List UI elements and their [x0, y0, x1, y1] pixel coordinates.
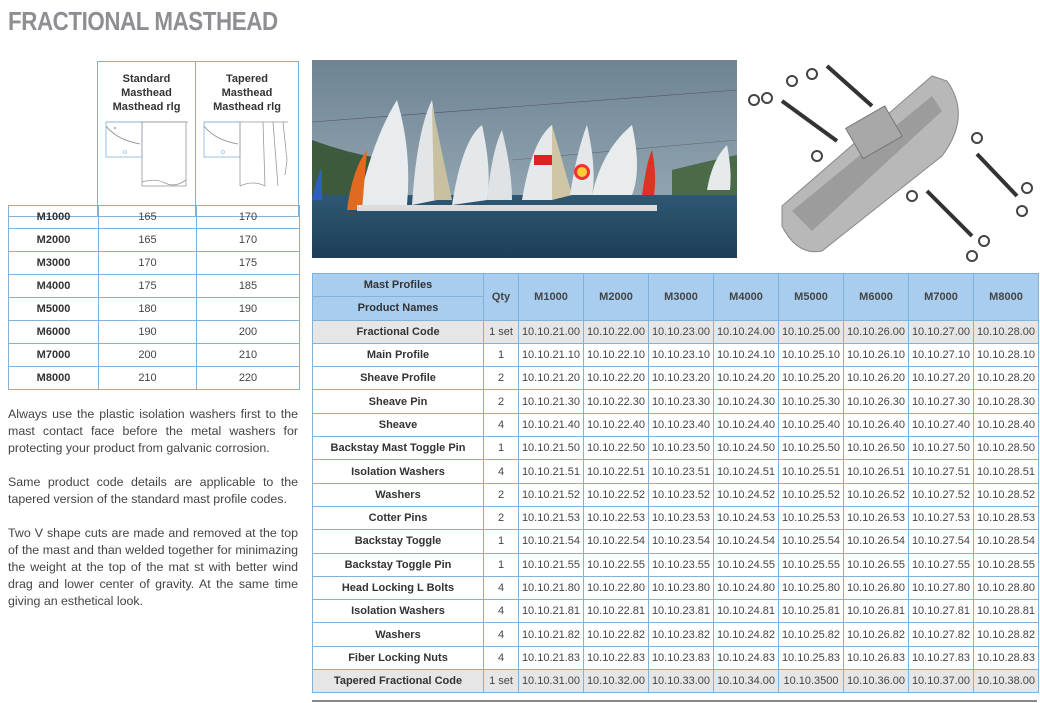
size-cell-standard: 210 — [99, 367, 197, 390]
product-code-cell: 10.10.21.51 — [519, 460, 584, 483]
qty-header: Qty — [484, 274, 519, 321]
product-code-cell: 10.10.24.10 — [714, 343, 779, 366]
product-code-cell: 10.10.24.40 — [714, 413, 779, 436]
product-name-cell: Backstay Toggle Pin — [313, 553, 484, 576]
size-cell-tapered: 170 — [197, 206, 300, 229]
product-code-cell: 10.10.25.83 — [779, 646, 844, 669]
model-header: M1000 — [519, 274, 584, 321]
product-code-cell: 10.10.24.55 — [714, 553, 779, 576]
product-code-cell: 10.10.24.30 — [714, 390, 779, 413]
product-code-cell: 10.10.27.81 — [909, 600, 974, 623]
size-cell-standard: 200 — [99, 344, 197, 367]
product-code-cell: 10.10.23.51 — [649, 460, 714, 483]
size-table-row — [9, 252, 300, 275]
product-code-cell: 10.10.21.50 — [519, 437, 584, 460]
product-code-cell: 10.10.28.81 — [974, 600, 1039, 623]
size-cell-tapered: 210 — [197, 344, 300, 367]
product-code-cell: 10.10.25.81 — [779, 600, 844, 623]
product-name-cell: Washers — [313, 483, 484, 506]
product-code-cell: 10.10.27.83 — [909, 646, 974, 669]
paragraph-v-shape-cuts: Two V shape cuts are made and removed at the top of the mast and than welded together for minimazing the weight at the top of the mat st with better wind drag and lower center of gravity. At the same time giving an esthetical look. — [8, 526, 298, 608]
product-name-cell: Washers — [313, 623, 484, 646]
product-code-cell: 10.10.27.52 — [909, 483, 974, 506]
product-code-cell: 10.10.28.40 — [974, 413, 1039, 436]
tapered-masthead-sketch — [203, 120, 291, 188]
table-header-row-1 — [313, 274, 1039, 297]
product-code-cell: 10.10.22.80 — [584, 576, 649, 599]
table-row — [313, 343, 1039, 366]
product-code-cell: 10.10.26.81 — [844, 600, 909, 623]
product-code-cell: 10.10.25.00 — [779, 320, 844, 343]
qty-cell: 1 — [484, 553, 519, 576]
size-cell-model: M6000 — [9, 321, 99, 344]
model-header: M5000 — [779, 274, 844, 321]
product-name-cell: Backstay Mast Toggle Pin — [313, 437, 484, 460]
size-cell-tapered: 175 — [197, 252, 300, 275]
product-code-cell: 10.10.21.54 — [519, 530, 584, 553]
table-row — [313, 646, 1039, 669]
size-cell-model: M8000 — [9, 367, 99, 390]
qty-cell: 1 — [484, 343, 519, 366]
size-cell-standard: 170 — [99, 252, 197, 275]
product-code-cell: 10.10.31.00 — [519, 670, 584, 693]
qty-cell: 2 — [484, 390, 519, 413]
product-name-cell: Backstay Toggle — [313, 530, 484, 553]
size-table-row — [9, 344, 300, 367]
size-table-row — [9, 229, 300, 252]
product-code-cell: 10.10.26.52 — [844, 483, 909, 506]
product-code-cell: 10.10.23.81 — [649, 600, 714, 623]
product-code-cell: 10.10.21.81 — [519, 600, 584, 623]
product-code-cell: 10.10.26.82 — [844, 623, 909, 646]
product-code-cell: 10.10.22.52 — [584, 483, 649, 506]
size-table-row — [9, 321, 300, 344]
product-code-cell: 10.10.25.51 — [779, 460, 844, 483]
table-row — [313, 367, 1039, 390]
size-table-row — [9, 298, 300, 321]
size-cell-standard: 165 — [99, 206, 197, 229]
product-code-cell: 10.10.23.80 — [649, 576, 714, 599]
product-code-cell: 10.10.28.10 — [974, 343, 1039, 366]
product-code-cell: 10.10.23.10 — [649, 343, 714, 366]
product-code-cell: 10.10.21.82 — [519, 623, 584, 646]
product-code-cell: 10.10.27.50 — [909, 437, 974, 460]
product-code-cell: 10.10.23.40 — [649, 413, 714, 436]
size-cell-model: M1000 — [9, 206, 99, 229]
product-code-cell: 10.10.28.83 — [974, 646, 1039, 669]
product-code-cell: 10.10.28.30 — [974, 390, 1039, 413]
product-code-cell: 10.10.23.55 — [649, 553, 714, 576]
qty-cell: 1 set — [484, 670, 519, 693]
product-name-cell: Sheave Profile — [313, 367, 484, 390]
product-code-cell: 10.10.25.10 — [779, 343, 844, 366]
product-code-cell: 10.10.27.54 — [909, 530, 974, 553]
product-code-cell: 10.10.24.83 — [714, 646, 779, 669]
product-code-cell: 10.10.24.80 — [714, 576, 779, 599]
product-code-cell: 10.10.26.54 — [844, 530, 909, 553]
product-code-cell: 10.10.27.82 — [909, 623, 974, 646]
product-code-cell: 10.10.26.83 — [844, 646, 909, 669]
size-cell-standard: 180 — [99, 298, 197, 321]
tapered-masthead-header: Tapered Masthead Masthead rlg — [196, 62, 299, 217]
qty-cell: 1 — [484, 437, 519, 460]
product-name-cell: Cotter Pins — [313, 506, 484, 529]
product-code-cell: 10.10.25.52 — [779, 483, 844, 506]
product-name-cell: Fractional Code — [313, 320, 484, 343]
product-code-cell: 10.10.28.51 — [974, 460, 1039, 483]
product-code-cell: 10.10.26.00 — [844, 320, 909, 343]
product-code-cell: 10.10.25.82 — [779, 623, 844, 646]
masthead-part-photo — [742, 56, 1038, 266]
product-code-cell: 10.10.21.80 — [519, 576, 584, 599]
product-code-cell: 10.10.22.00 — [584, 320, 649, 343]
product-name-cell: Head Locking L Bolts — [313, 576, 484, 599]
size-cell-standard: 165 — [99, 229, 197, 252]
product-code-cell: 10.10.25.80 — [779, 576, 844, 599]
model-header: M7000 — [909, 274, 974, 321]
product-code-cell: 10.10.22.30 — [584, 390, 649, 413]
product-code-cell: 10.10.34.00 — [714, 670, 779, 693]
product-code-cell: 10.10.23.30 — [649, 390, 714, 413]
model-header: M4000 — [714, 274, 779, 321]
product-name-cell: Sheave — [313, 413, 484, 436]
product-code-cell: 10.10.33.00 — [649, 670, 714, 693]
product-code-cell: 10.10.21.53 — [519, 506, 584, 529]
product-code-cell: 10.10.38.00 — [974, 670, 1039, 693]
size-table-row — [9, 206, 300, 229]
product-name-cell: Isolation Washers — [313, 600, 484, 623]
size-table-row — [9, 275, 300, 298]
size-cell-model: M5000 — [9, 298, 99, 321]
product-code-cell: 10.10.26.55 — [844, 553, 909, 576]
product-code-cell: 10.10.27.00 — [909, 320, 974, 343]
product-code-cell: 10.10.32.00 — [584, 670, 649, 693]
table-row — [313, 530, 1039, 553]
qty-cell: 4 — [484, 576, 519, 599]
model-header: M8000 — [974, 274, 1039, 321]
product-code-cell: 10.10.23.50 — [649, 437, 714, 460]
size-cell-standard: 175 — [99, 275, 197, 298]
product-code-cell: 10.10.21.00 — [519, 320, 584, 343]
size-table-row — [9, 367, 300, 390]
table-row — [313, 623, 1039, 646]
product-code-cell: 10.10.28.80 — [974, 576, 1039, 599]
table-row — [313, 460, 1039, 483]
product-name-cell: Main Profile — [313, 343, 484, 366]
product-code-cell: 10.10.26.80 — [844, 576, 909, 599]
product-code-cell: 10.10.22.50 — [584, 437, 649, 460]
paragraph-tapered-version: Same product code details are applicable to the tapered version of the standard mast profile codes. — [8, 475, 298, 506]
qty-cell: 1 — [484, 530, 519, 553]
product-code-cell: 10.10.24.20 — [714, 367, 779, 390]
size-cell-model: M4000 — [9, 275, 99, 298]
product-name-cell: Tapered Fractional Code — [313, 670, 484, 693]
product-code-cell: 10.10.28.55 — [974, 553, 1039, 576]
product-code-cell: 10.10.21.83 — [519, 646, 584, 669]
table-row — [313, 390, 1039, 413]
size-cell-tapered: 190 — [197, 298, 300, 321]
product-code-cell: 10.10.21.30 — [519, 390, 584, 413]
product-code-cell: 10.10.28.82 — [974, 623, 1039, 646]
table-row — [313, 320, 1039, 343]
product-code-cell: 10.10.28.52 — [974, 483, 1039, 506]
product-code-cell: 10.10.26.53 — [844, 506, 909, 529]
size-cell-tapered: 220 — [197, 367, 300, 390]
product-code-cell: 10.10.25.55 — [779, 553, 844, 576]
table-row — [313, 413, 1039, 436]
qty-cell: 4 — [484, 413, 519, 436]
masthead-size-rows — [8, 205, 300, 390]
product-code-cell: 10.10.24.51 — [714, 460, 779, 483]
product-code-cell: 10.10.23.20 — [649, 367, 714, 390]
product-code-cell: 10.10.23.83 — [649, 646, 714, 669]
product-code-cell: 10.10.22.51 — [584, 460, 649, 483]
product-code-cell: 10.10.27.53 — [909, 506, 974, 529]
product-code-cell: 10.10.21.52 — [519, 483, 584, 506]
product-code-cell: 10.10.25.53 — [779, 506, 844, 529]
product-code-cell: 10.10.27.30 — [909, 390, 974, 413]
product-code-cell: 10.10.3500 — [779, 670, 844, 693]
product-code-cell: 10.10.21.20 — [519, 367, 584, 390]
product-code-cell: 10.10.28.00 — [974, 320, 1039, 343]
product-code-cell: 10.10.23.00 — [649, 320, 714, 343]
product-code-cell: 10.10.22.81 — [584, 600, 649, 623]
table-row — [313, 576, 1039, 599]
page-title: FRACTIONAL MASTHEAD — [8, 6, 278, 36]
bottom-divider — [312, 700, 1037, 702]
size-cell-model: M2000 — [9, 229, 99, 252]
model-header: M3000 — [649, 274, 714, 321]
product-code-cell: 10.10.23.82 — [649, 623, 714, 646]
product-code-cell: 10.10.25.54 — [779, 530, 844, 553]
product-code-cell: 10.10.23.54 — [649, 530, 714, 553]
product-code-cell: 10.10.24.50 — [714, 437, 779, 460]
table-row — [313, 506, 1039, 529]
product-code-cell: 10.10.22.10 — [584, 343, 649, 366]
size-cell-tapered: 185 — [197, 275, 300, 298]
product-names-header: Product Names — [313, 297, 484, 320]
table-row — [313, 670, 1039, 693]
paragraph-isolation-washers: Always use the plastic isolation washers first to the mast contact face before the metal washers for protecting your product from galvanic corrosion. — [8, 407, 298, 455]
product-name-cell: Fiber Locking Nuts — [313, 646, 484, 669]
product-code-cell: 10.10.22.83 — [584, 646, 649, 669]
model-header: M6000 — [844, 274, 909, 321]
product-code-cell: 10.10.24.82 — [714, 623, 779, 646]
product-code-cell: 10.10.26.50 — [844, 437, 909, 460]
standard-masthead-sketch — [105, 120, 189, 188]
product-code-cell: 10.10.26.51 — [844, 460, 909, 483]
product-code-cell: 10.10.27.10 — [909, 343, 974, 366]
product-code-cell: 10.10.23.53 — [649, 506, 714, 529]
product-code-cell: 10.10.24.52 — [714, 483, 779, 506]
product-code-cell: 10.10.22.54 — [584, 530, 649, 553]
size-cell-model: M7000 — [9, 344, 99, 367]
product-code-cell: 10.10.36.00 — [844, 670, 909, 693]
product-code-cell: 10.10.25.20 — [779, 367, 844, 390]
table-row — [313, 600, 1039, 623]
product-code-cell: 10.10.27.20 — [909, 367, 974, 390]
qty-cell: 4 — [484, 646, 519, 669]
product-code-cell: 10.10.24.81 — [714, 600, 779, 623]
product-code-cell: 10.10.27.55 — [909, 553, 974, 576]
size-cell-tapered: 170 — [197, 229, 300, 252]
table-row — [313, 553, 1039, 576]
product-code-cell: 10.10.22.40 — [584, 413, 649, 436]
product-code-cell: 10.10.26.30 — [844, 390, 909, 413]
product-code-cell: 10.10.27.40 — [909, 413, 974, 436]
product-code-table — [312, 273, 1039, 693]
product-code-cell: 10.10.21.55 — [519, 553, 584, 576]
product-code-cell: 10.10.28.54 — [974, 530, 1039, 553]
product-code-cell: 10.10.25.50 — [779, 437, 844, 460]
product-code-cell: 10.10.21.10 — [519, 343, 584, 366]
product-code-cell: 10.10.21.40 — [519, 413, 584, 436]
sailboat-race-photo — [312, 60, 737, 258]
size-cell-model: M3000 — [9, 252, 99, 275]
product-name-cell: Sheave Pin — [313, 390, 484, 413]
table-row — [313, 483, 1039, 506]
qty-cell: 4 — [484, 460, 519, 483]
product-code-cell: 10.10.22.55 — [584, 553, 649, 576]
qty-cell: 4 — [484, 600, 519, 623]
product-code-cell: 10.10.22.82 — [584, 623, 649, 646]
product-code-cell: 10.10.22.53 — [584, 506, 649, 529]
masthead-size-table — [8, 61, 299, 217]
model-header: M2000 — [584, 274, 649, 321]
product-code-cell: 10.10.37.00 — [909, 670, 974, 693]
product-code-cell: 10.10.28.20 — [974, 367, 1039, 390]
product-code-cell: 10.10.28.53 — [974, 506, 1039, 529]
product-code-cell: 10.10.24.54 — [714, 530, 779, 553]
product-code-cell: 10.10.23.52 — [649, 483, 714, 506]
product-code-cell: 10.10.27.51 — [909, 460, 974, 483]
product-code-cell: 10.10.26.20 — [844, 367, 909, 390]
product-name-cell: Isolation Washers — [313, 460, 484, 483]
product-code-cell: 10.10.24.53 — [714, 506, 779, 529]
mast-profiles-header: Mast Profiles — [313, 274, 484, 297]
size-cell-tapered: 200 — [197, 321, 300, 344]
product-code-cell: 10.10.26.10 — [844, 343, 909, 366]
product-code-cell: 10.10.26.40 — [844, 413, 909, 436]
qty-cell: 4 — [484, 623, 519, 646]
product-code-cell: 10.10.22.20 — [584, 367, 649, 390]
size-table-header-row — [8, 62, 299, 217]
qty-cell: 2 — [484, 483, 519, 506]
qty-cell: 2 — [484, 367, 519, 390]
product-code-cell: 10.10.24.00 — [714, 320, 779, 343]
table-row — [313, 437, 1039, 460]
product-code-cell: 10.10.28.50 — [974, 437, 1039, 460]
product-code-cell: 10.10.25.30 — [779, 390, 844, 413]
qty-cell: 1 set — [484, 320, 519, 343]
product-code-cell: 10.10.25.40 — [779, 413, 844, 436]
size-cell-standard: 190 — [99, 321, 197, 344]
standard-masthead-header: Standard Masthead Masthead rlg — [98, 62, 196, 217]
qty-cell: 2 — [484, 506, 519, 529]
product-code-cell: 10.10.27.80 — [909, 576, 974, 599]
